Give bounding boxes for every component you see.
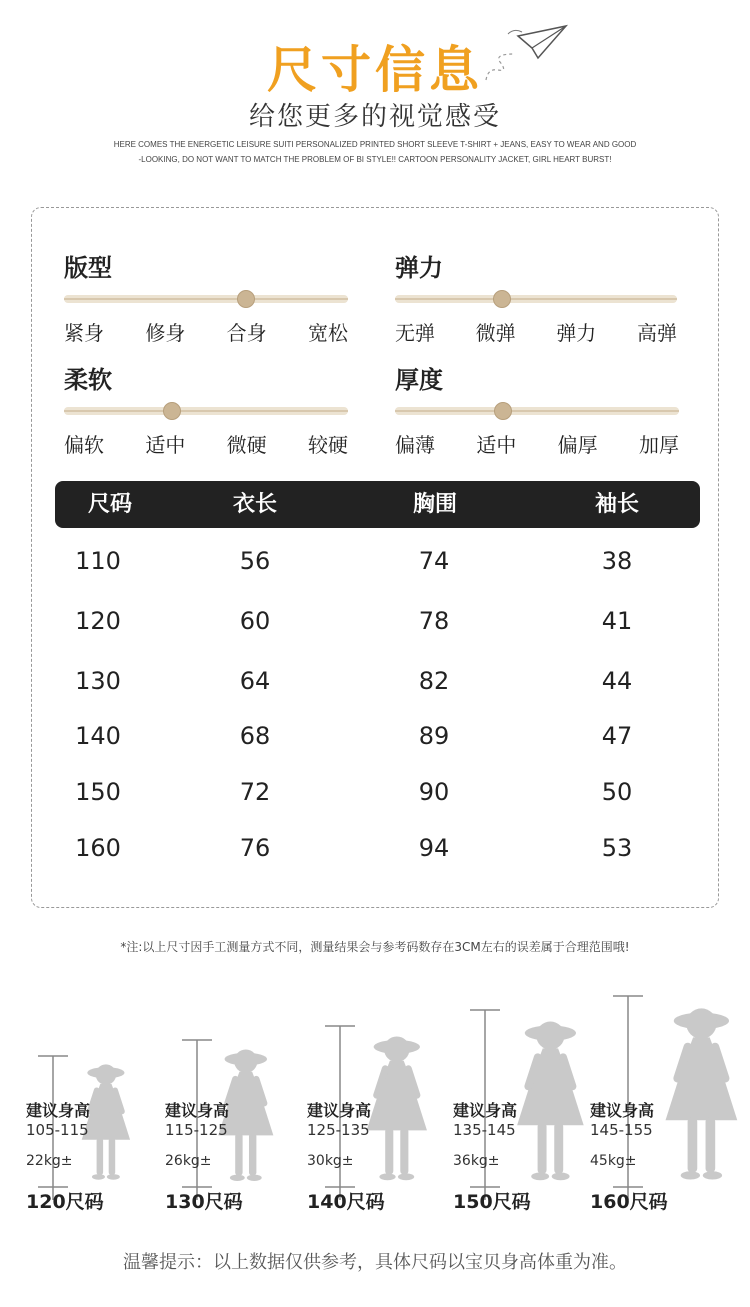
figure-weight: 26kg± xyxy=(165,1153,212,1169)
figure-height-range: 145-155 xyxy=(590,1121,653,1139)
table-cell: 53 xyxy=(601,834,633,862)
column-header-sleeve: 袖长 xyxy=(594,492,639,517)
table-cell: 120 xyxy=(75,607,121,635)
table-cell: 150 xyxy=(75,778,121,806)
option-label: 微弹 xyxy=(475,321,516,345)
figure-label: 建议身高 xyxy=(307,1101,372,1120)
option-label: 宽松 xyxy=(307,321,348,345)
attribute-track xyxy=(64,407,348,415)
figure-size: 120尺码 xyxy=(26,1191,104,1213)
column-header-size: 尺码 xyxy=(87,492,132,517)
column-header-length: 衣长 xyxy=(232,492,277,517)
attribute-knob xyxy=(163,402,181,420)
option-label: 紧身 xyxy=(64,321,104,345)
table-cell: 82 xyxy=(418,667,450,695)
attribute-track xyxy=(395,295,677,303)
paper-plane-icon xyxy=(478,18,573,88)
table-cell: 160 xyxy=(75,834,121,862)
table-cell: 47 xyxy=(601,722,633,750)
table-cell: 89 xyxy=(418,722,450,750)
figure-weight: 30kg± xyxy=(307,1153,354,1169)
table-cell: 76 xyxy=(239,834,271,862)
attribute-elasticity xyxy=(395,248,677,346)
option-label: 偏软 xyxy=(64,433,104,457)
figure-weight: 22kg± xyxy=(26,1153,73,1169)
figure-size: 130尺码 xyxy=(165,1191,243,1213)
figure-height-range: 125-135 xyxy=(307,1121,370,1139)
figure-height-range: 105-115 xyxy=(26,1121,89,1139)
figure-label: 建议身高 xyxy=(590,1101,655,1120)
attribute-fit xyxy=(64,248,348,346)
attribute-track xyxy=(395,407,679,415)
option-label: 偏厚 xyxy=(557,433,598,457)
figure-size: 160尺码 xyxy=(590,1191,668,1213)
option-label: 较硬 xyxy=(307,433,348,457)
table-cell: 72 xyxy=(239,778,271,806)
figure-160 xyxy=(590,1098,720,1214)
figure-120 xyxy=(26,1098,156,1214)
footer-tip: 温馨提示：以上数据仅供参考，具体尺码以宝贝身高体重为准。 xyxy=(123,1252,627,1273)
table-cell: 74 xyxy=(418,547,450,575)
table-cell: 64 xyxy=(239,667,271,695)
attribute-softness xyxy=(64,360,348,458)
option-label: 微硬 xyxy=(226,433,267,457)
table-cell: 60 xyxy=(239,607,271,635)
attribute-track xyxy=(64,295,348,303)
attribute-title: 柔软 xyxy=(64,366,112,394)
attribute-title: 版型 xyxy=(64,254,112,282)
option-label: 偏薄 xyxy=(395,433,435,457)
page-title: 尺寸信息 xyxy=(267,41,483,99)
page-subtitle: 给您更多的视觉感受 xyxy=(248,102,501,132)
table-cell: 78 xyxy=(418,607,450,635)
figure-weight: 45kg± xyxy=(590,1153,637,1169)
attribute-title: 弹力 xyxy=(395,254,443,282)
figure-size: 150尺码 xyxy=(453,1191,531,1213)
column-header-chest: 胸围 xyxy=(412,492,457,517)
attribute-thickness xyxy=(395,360,679,458)
attribute-knob xyxy=(493,290,511,308)
figure-height-range: 115-125 xyxy=(165,1121,228,1139)
option-label: 合身 xyxy=(226,321,267,345)
attribute-title: 厚度 xyxy=(395,366,443,394)
figure-130 xyxy=(165,1098,295,1214)
table-cell: 38 xyxy=(601,547,633,575)
table-cell: 68 xyxy=(239,722,271,750)
english-blurb-line-1: HERE COMES THE ENERGETIC LEISURE SUITI PERSONALIZED PRINTED SHORT SLEEVE T-SHIRT + JEANS, EASY TO WEAR AND GOOD xyxy=(113,140,637,149)
option-label: 高弹 xyxy=(636,321,677,345)
figure-label: 建议身高 xyxy=(453,1101,518,1120)
table-cell: 41 xyxy=(601,607,633,635)
figure-140 xyxy=(307,1098,437,1214)
option-label: 弹力 xyxy=(556,321,597,345)
table-cell: 140 xyxy=(75,722,121,750)
table-cell: 50 xyxy=(601,778,633,806)
option-label: 加厚 xyxy=(638,433,679,457)
table-cell: 44 xyxy=(601,667,633,695)
figure-label: 建议身高 xyxy=(26,1101,91,1120)
option-label: 适中 xyxy=(145,433,186,457)
figure-150 xyxy=(453,1098,583,1214)
english-blurb-line-2: -LOOKING, DO NOT WANT TO MATCH THE PROBLEM OF BI STYLE!! CARTOON PERSONALITY JACKET, GIRL HEART BURST! xyxy=(138,155,612,164)
size-table-header xyxy=(55,481,700,528)
figure-label: 建议身高 xyxy=(165,1101,230,1120)
table-cell: 90 xyxy=(418,778,450,806)
table-cell: 130 xyxy=(75,667,121,695)
table-cell: 94 xyxy=(418,834,450,862)
option-label: 无弹 xyxy=(395,321,435,345)
figure-size: 140尺码 xyxy=(307,1191,385,1213)
attribute-knob xyxy=(494,402,512,420)
figure-height-range: 135-145 xyxy=(453,1121,516,1139)
figure-weight: 36kg± xyxy=(453,1153,500,1169)
option-label: 修身 xyxy=(145,321,186,345)
option-label: 适中 xyxy=(476,433,517,457)
table-cell: 110 xyxy=(75,547,121,575)
table-cell: 56 xyxy=(239,547,271,575)
measurement-note: *注:以上尺寸因手工测量方式不同，测量结果会与参考码数存在3CM左右的误差属于合理范围哦! xyxy=(120,940,630,954)
attribute-knob xyxy=(237,290,255,308)
